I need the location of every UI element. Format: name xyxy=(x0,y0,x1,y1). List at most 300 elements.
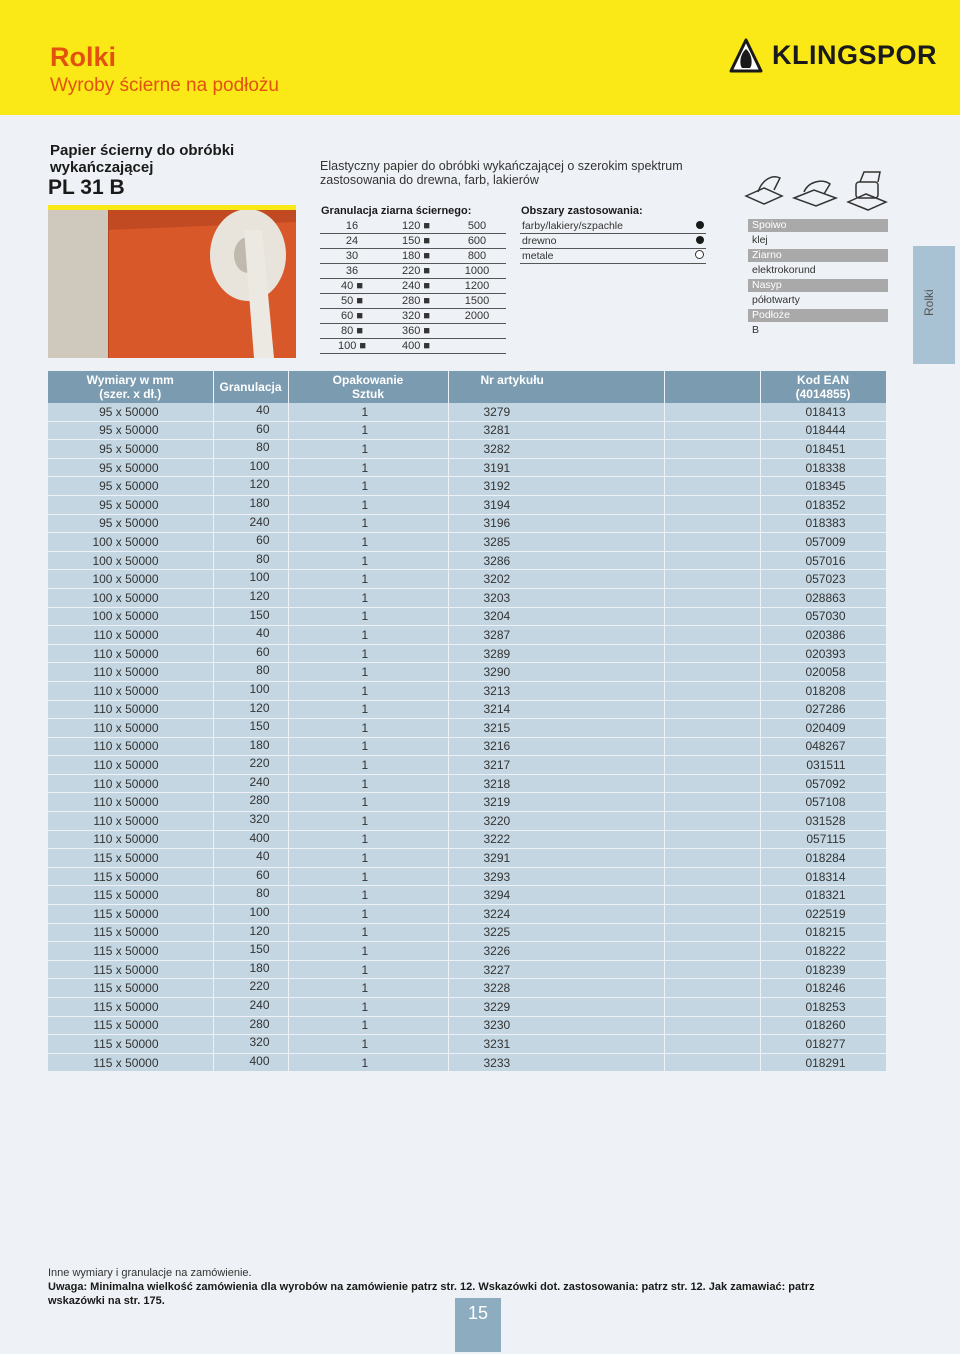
cell-dim: 115 x 50000 xyxy=(48,923,213,942)
table-row xyxy=(48,551,886,570)
cell-ean: 018246 xyxy=(760,979,886,998)
col-header-dim: Wymiary w mm (szer. x dł.) xyxy=(48,371,213,403)
cell-dim: 110 x 50000 xyxy=(48,793,213,812)
cell-pack: 1 xyxy=(288,737,448,756)
cell-spacer xyxy=(664,756,760,775)
cell-dim: 110 x 50000 xyxy=(48,700,213,719)
applications-table xyxy=(520,219,706,264)
cell-pack: 1 xyxy=(288,421,448,440)
product-table xyxy=(48,371,887,1072)
cell-art: 3222 xyxy=(448,830,664,849)
product-name-line1: Papier ścierny do obróbki xyxy=(50,142,235,159)
hand-sanding-icon xyxy=(746,177,782,204)
cell-spacer xyxy=(664,867,760,886)
cell-pack: 1 xyxy=(288,923,448,942)
cell-ean: 018345 xyxy=(760,477,886,496)
cell-dim: 100 x 50000 xyxy=(48,533,213,552)
grit-cell: 150 ■ xyxy=(384,234,448,249)
cell-pack: 1 xyxy=(288,849,448,868)
cell-spacer xyxy=(664,514,760,533)
table-row xyxy=(48,998,886,1017)
cell-spacer xyxy=(664,737,760,756)
cell-dim: 100 x 50000 xyxy=(48,551,213,570)
grit-cell: 30 xyxy=(320,249,384,264)
cell-grit: 80 xyxy=(213,886,288,905)
grit-cell: 400 ■ xyxy=(384,339,448,354)
table-row xyxy=(48,979,886,998)
table-row xyxy=(48,942,886,961)
filled-dot-icon xyxy=(696,221,704,229)
table-header-row xyxy=(48,371,886,403)
grit-cell: 1000 xyxy=(448,264,506,279)
cell-grit: 60 xyxy=(213,867,288,886)
cell-grit: 150 xyxy=(213,942,288,961)
table-row xyxy=(48,793,886,812)
cell-ean: 018277 xyxy=(760,1035,886,1054)
cell-dim: 110 x 50000 xyxy=(48,681,213,700)
cell-art: 3290 xyxy=(448,663,664,682)
cell-art: 3286 xyxy=(448,551,664,570)
cell-art: 3285 xyxy=(448,533,664,552)
table-row xyxy=(48,588,886,607)
cell-ean: 022519 xyxy=(760,905,886,924)
cell-spacer xyxy=(664,533,760,552)
cell-pack: 1 xyxy=(288,830,448,849)
application-label: drewno xyxy=(520,234,682,249)
grit-row xyxy=(320,294,506,309)
cell-ean: 018208 xyxy=(760,681,886,700)
grit-row xyxy=(320,219,506,234)
cell-art: 3213 xyxy=(448,681,664,700)
cell-spacer xyxy=(664,421,760,440)
cell-dim: 95 x 50000 xyxy=(48,477,213,496)
cell-pack: 1 xyxy=(288,551,448,570)
cell-spacer xyxy=(664,403,760,421)
cell-ean: 018444 xyxy=(760,421,886,440)
cell-art: 3227 xyxy=(448,960,664,979)
cell-dim: 115 x 50000 xyxy=(48,1053,213,1072)
grit-cell: 1500 xyxy=(448,294,506,309)
table-row xyxy=(48,1035,886,1054)
cell-dim: 100 x 50000 xyxy=(48,588,213,607)
cell-spacer xyxy=(664,626,760,645)
cell-dim: 115 x 50000 xyxy=(48,867,213,886)
footer-warning: Uwaga: Minimalna wielkość zamówienia dla wyrobów na zamówienie patrz str. 12. Wskazówki dot. zastosowania: patrz str. 12. Jak zamawiać: patrz wskazówki na str. 175. xyxy=(48,1281,815,1307)
cell-art: 3202 xyxy=(448,570,664,589)
table-row xyxy=(48,849,886,868)
cell-grit: 100 xyxy=(213,905,288,924)
properties-panel xyxy=(748,219,888,339)
grit-cell: 800 xyxy=(448,249,506,264)
cell-art: 3196 xyxy=(448,514,664,533)
cell-pack: 1 xyxy=(288,533,448,552)
table-row xyxy=(48,737,886,756)
cell-grit: 400 xyxy=(213,1053,288,1072)
filled-dot-icon xyxy=(696,236,704,244)
cell-grit: 40 xyxy=(213,849,288,868)
cell-art: 3287 xyxy=(448,626,664,645)
grit-cell: 360 ■ xyxy=(384,324,448,339)
grit-row xyxy=(320,234,506,249)
cell-dim: 115 x 50000 xyxy=(48,942,213,961)
cell-spacer xyxy=(664,1016,760,1035)
application-row xyxy=(520,219,706,234)
cell-ean: 018239 xyxy=(760,960,886,979)
application-mark xyxy=(682,234,706,249)
cell-ean: 018291 xyxy=(760,1053,886,1072)
cell-ean: 018352 xyxy=(760,495,886,514)
grit-cell: 100 ■ xyxy=(320,339,384,354)
cell-pack: 1 xyxy=(288,514,448,533)
table-row xyxy=(48,700,886,719)
table-row xyxy=(48,756,886,775)
cell-dim: 100 x 50000 xyxy=(48,570,213,589)
table-row xyxy=(48,681,886,700)
cell-ean: 018413 xyxy=(760,403,886,421)
cell-spacer xyxy=(664,719,760,738)
table-row xyxy=(48,626,886,645)
cell-dim: 115 x 50000 xyxy=(48,905,213,924)
cell-ean: 031528 xyxy=(760,812,886,831)
cell-dim: 95 x 50000 xyxy=(48,440,213,459)
cell-pack: 1 xyxy=(288,681,448,700)
cell-pack: 1 xyxy=(288,570,448,589)
cell-pack: 1 xyxy=(288,774,448,793)
cell-pack: 1 xyxy=(288,979,448,998)
cell-ean: 048267 xyxy=(760,737,886,756)
product-code: PL 31 B xyxy=(48,176,125,199)
grit-row xyxy=(320,279,506,294)
klingspor-logo-icon xyxy=(728,38,764,74)
grit-cell xyxy=(448,339,506,354)
cell-grit: 120 xyxy=(213,923,288,942)
cell-dim: 115 x 50000 xyxy=(48,960,213,979)
cell-grit: 320 xyxy=(213,812,288,831)
cell-grit: 280 xyxy=(213,1016,288,1035)
table-row xyxy=(48,533,886,552)
property-label: Ziarno xyxy=(748,249,888,262)
cell-grit: 220 xyxy=(213,756,288,775)
table-row xyxy=(48,607,886,626)
cell-spacer xyxy=(664,570,760,589)
cell-grit: 180 xyxy=(213,737,288,756)
grit-cell: 280 ■ xyxy=(384,294,448,309)
cell-grit: 180 xyxy=(213,960,288,979)
cell-ean: 018321 xyxy=(760,886,886,905)
side-tab-label: Rolki xyxy=(922,289,936,316)
cell-spacer xyxy=(664,830,760,849)
cell-art: 3228 xyxy=(448,979,664,998)
cell-spacer xyxy=(664,458,760,477)
cell-pack: 1 xyxy=(288,700,448,719)
cell-grit: 180 xyxy=(213,495,288,514)
table-row xyxy=(48,421,886,440)
grit-cell xyxy=(448,324,506,339)
cell-pack: 1 xyxy=(288,886,448,905)
cell-ean: 018314 xyxy=(760,867,886,886)
cell-dim: 110 x 50000 xyxy=(48,774,213,793)
cell-grit: 60 xyxy=(213,533,288,552)
property-value: B xyxy=(752,324,760,336)
grit-cell: 220 ■ xyxy=(384,264,448,279)
cell-spacer xyxy=(664,998,760,1017)
cell-art: 3231 xyxy=(448,1035,664,1054)
applications-title: Obszary zastosowania: xyxy=(521,205,643,217)
table-row xyxy=(48,663,886,682)
cell-dim: 115 x 50000 xyxy=(48,998,213,1017)
table-row xyxy=(48,812,886,831)
cell-grit: 240 xyxy=(213,514,288,533)
cell-ean: 057016 xyxy=(760,551,886,570)
cell-grit: 280 xyxy=(213,793,288,812)
cell-ean: 028863 xyxy=(760,588,886,607)
cell-grit: 240 xyxy=(213,774,288,793)
cell-art: 3226 xyxy=(448,942,664,961)
cell-pack: 1 xyxy=(288,626,448,645)
application-row xyxy=(520,249,706,264)
cell-ean: 057023 xyxy=(760,570,886,589)
cell-pack: 1 xyxy=(288,793,448,812)
cell-grit: 60 xyxy=(213,421,288,440)
cell-art: 3203 xyxy=(448,588,664,607)
cell-dim: 110 x 50000 xyxy=(48,663,213,682)
table-row xyxy=(48,570,886,589)
cell-pack: 1 xyxy=(288,960,448,979)
cell-spacer xyxy=(664,663,760,682)
table-row xyxy=(48,514,886,533)
grit-row xyxy=(320,324,506,339)
cell-pack: 1 xyxy=(288,867,448,886)
cell-dim: 110 x 50000 xyxy=(48,719,213,738)
cell-ean: 020058 xyxy=(760,663,886,682)
grit-cell: 80 ■ xyxy=(320,324,384,339)
cell-pack: 1 xyxy=(288,1035,448,1054)
table-row xyxy=(48,440,886,459)
grit-cell: 36 xyxy=(320,264,384,279)
cell-art: 3294 xyxy=(448,886,664,905)
table-row xyxy=(48,960,886,979)
cell-spacer xyxy=(664,588,760,607)
property-value: półotwarty xyxy=(752,294,800,306)
grit-cell: 320 ■ xyxy=(384,309,448,324)
cell-ean: 018338 xyxy=(760,458,886,477)
cell-ean: 057009 xyxy=(760,533,886,552)
cell-grit: 40 xyxy=(213,403,288,421)
col-header-grit: Granulacja xyxy=(213,371,288,403)
cell-dim: 110 x 50000 xyxy=(48,644,213,663)
application-label: farby/lakiery/szpachle xyxy=(520,219,682,234)
grit-row xyxy=(320,339,506,354)
cell-dim: 95 x 50000 xyxy=(48,495,213,514)
cell-pack: 1 xyxy=(288,998,448,1017)
orbital-sander-icon xyxy=(848,172,886,210)
cell-grit: 60 xyxy=(213,644,288,663)
cell-ean: 018451 xyxy=(760,440,886,459)
cell-art: 3279 xyxy=(448,403,664,421)
cell-dim: 115 x 50000 xyxy=(48,979,213,998)
table-row xyxy=(48,1016,886,1035)
property-label: Podłoże xyxy=(748,309,888,322)
cell-ean: 018284 xyxy=(760,849,886,868)
cell-spacer xyxy=(664,905,760,924)
cell-spacer xyxy=(664,793,760,812)
footer-note: Inne wymiary i granulacje na zamówienie. xyxy=(48,1267,252,1279)
open-dot-icon xyxy=(695,250,704,259)
grit-cell: 180 ■ xyxy=(384,249,448,264)
cell-spacer xyxy=(664,960,760,979)
cell-pack: 1 xyxy=(288,905,448,924)
table-row xyxy=(48,905,886,924)
cell-pack: 1 xyxy=(288,942,448,961)
cell-spacer xyxy=(664,495,760,514)
property-label: Spoiwo xyxy=(748,219,888,232)
cell-art: 3216 xyxy=(448,737,664,756)
grit-cell: 500 xyxy=(448,219,506,234)
page-header xyxy=(0,0,960,115)
cell-grit: 100 xyxy=(213,458,288,477)
cell-spacer xyxy=(664,1053,760,1072)
cell-ean: 057115 xyxy=(760,830,886,849)
cell-grit: 100 xyxy=(213,681,288,700)
grit-cell: 40 ■ xyxy=(320,279,384,294)
cell-grit: 80 xyxy=(213,551,288,570)
cell-ean: 018222 xyxy=(760,942,886,961)
page-number: 15 xyxy=(455,1298,501,1352)
cell-ean: 018253 xyxy=(760,998,886,1017)
cell-dim: 115 x 50000 xyxy=(48,886,213,905)
cell-art: 3291 xyxy=(448,849,664,868)
table-row xyxy=(48,886,886,905)
grit-cell: 600 xyxy=(448,234,506,249)
cell-art: 3282 xyxy=(448,440,664,459)
cell-spacer xyxy=(664,644,760,663)
table-row xyxy=(48,774,886,793)
cell-spacer xyxy=(664,942,760,961)
cell-ean: 027286 xyxy=(760,700,886,719)
table-row xyxy=(48,403,886,421)
cell-pack: 1 xyxy=(288,440,448,459)
cell-ean: 057030 xyxy=(760,607,886,626)
cell-dim: 110 x 50000 xyxy=(48,756,213,775)
grit-cell: 2000 xyxy=(448,309,506,324)
cell-dim: 110 x 50000 xyxy=(48,737,213,756)
cell-art: 3289 xyxy=(448,644,664,663)
side-tab[interactable] xyxy=(913,246,955,364)
cell-grit: 40 xyxy=(213,626,288,645)
table-row xyxy=(48,1053,886,1072)
cell-dim: 115 x 50000 xyxy=(48,1016,213,1035)
cell-pack: 1 xyxy=(288,495,448,514)
cell-grit: 80 xyxy=(213,440,288,459)
grit-cell: 120 ■ xyxy=(384,219,448,234)
cell-spacer xyxy=(664,886,760,905)
cell-art: 3218 xyxy=(448,774,664,793)
cell-grit: 150 xyxy=(213,607,288,626)
cell-grit: 120 xyxy=(213,477,288,496)
cell-spacer xyxy=(664,700,760,719)
cell-art: 3191 xyxy=(448,458,664,477)
cell-spacer xyxy=(664,923,760,942)
cell-spacer xyxy=(664,440,760,459)
hand-pad-icon xyxy=(794,181,836,206)
cell-art: 3281 xyxy=(448,421,664,440)
cell-dim: 115 x 50000 xyxy=(48,1035,213,1054)
cell-art: 3233 xyxy=(448,1053,664,1072)
table-row xyxy=(48,719,886,738)
cell-ean: 020386 xyxy=(760,626,886,645)
application-row xyxy=(520,234,706,249)
cell-ean: 057092 xyxy=(760,774,886,793)
cell-grit: 100 xyxy=(213,570,288,589)
cell-pack: 1 xyxy=(288,458,448,477)
grit-cell: 240 ■ xyxy=(384,279,448,294)
table-row xyxy=(48,644,886,663)
cell-dim: 100 x 50000 xyxy=(48,607,213,626)
cell-pack: 1 xyxy=(288,477,448,496)
cell-art: 3194 xyxy=(448,495,664,514)
cell-pack: 1 xyxy=(288,607,448,626)
product-name-line2: wykańczającej xyxy=(50,159,154,176)
cell-art: 3224 xyxy=(448,905,664,924)
cell-dim: 110 x 50000 xyxy=(48,812,213,831)
grit-row xyxy=(320,309,506,324)
grit-table xyxy=(320,219,506,354)
grit-cell: 1200 xyxy=(448,279,506,294)
cell-spacer xyxy=(664,774,760,793)
application-mark xyxy=(682,219,706,234)
cell-spacer xyxy=(664,607,760,626)
cell-art: 3220 xyxy=(448,812,664,831)
cell-dim: 95 x 50000 xyxy=(48,514,213,533)
cell-grit: 320 xyxy=(213,1035,288,1054)
cell-art: 3214 xyxy=(448,700,664,719)
cell-grit: 220 xyxy=(213,979,288,998)
cell-dim: 95 x 50000 xyxy=(48,421,213,440)
cell-ean: 018383 xyxy=(760,514,886,533)
table-row xyxy=(48,477,886,496)
cell-dim: 110 x 50000 xyxy=(48,830,213,849)
cell-spacer xyxy=(664,1035,760,1054)
product-description: Elastyczny papier do obróbki wykańczającej o szerokim spektrum zastosowania do drewna, farb, lakierów xyxy=(320,159,683,187)
cell-art: 3229 xyxy=(448,998,664,1017)
application-label: metale xyxy=(520,249,682,264)
cell-grit: 400 xyxy=(213,830,288,849)
application-mark xyxy=(682,249,706,264)
grit-row xyxy=(320,264,506,279)
cell-dim: 115 x 50000 xyxy=(48,849,213,868)
cell-art: 3204 xyxy=(448,607,664,626)
table-row xyxy=(48,830,886,849)
cell-art: 3219 xyxy=(448,793,664,812)
cell-pack: 1 xyxy=(288,663,448,682)
grit-row xyxy=(320,249,506,264)
cell-grit: 240 xyxy=(213,998,288,1017)
cell-pack: 1 xyxy=(288,756,448,775)
cell-spacer xyxy=(664,551,760,570)
cell-dim: 95 x 50000 xyxy=(48,458,213,477)
cell-ean: 018260 xyxy=(760,1016,886,1035)
cell-pack: 1 xyxy=(288,812,448,831)
cell-dim: 95 x 50000 xyxy=(48,403,213,421)
cell-grit: 120 xyxy=(213,700,288,719)
cell-pack: 1 xyxy=(288,1053,448,1072)
product-roll-image xyxy=(48,210,296,358)
property-label: Nasyp xyxy=(748,279,888,292)
product-name xyxy=(50,142,250,176)
grit-cell: 60 ■ xyxy=(320,309,384,324)
col-header-pack: Opakowanie Sztuk xyxy=(288,371,448,403)
cell-ean: 020409 xyxy=(760,719,886,738)
